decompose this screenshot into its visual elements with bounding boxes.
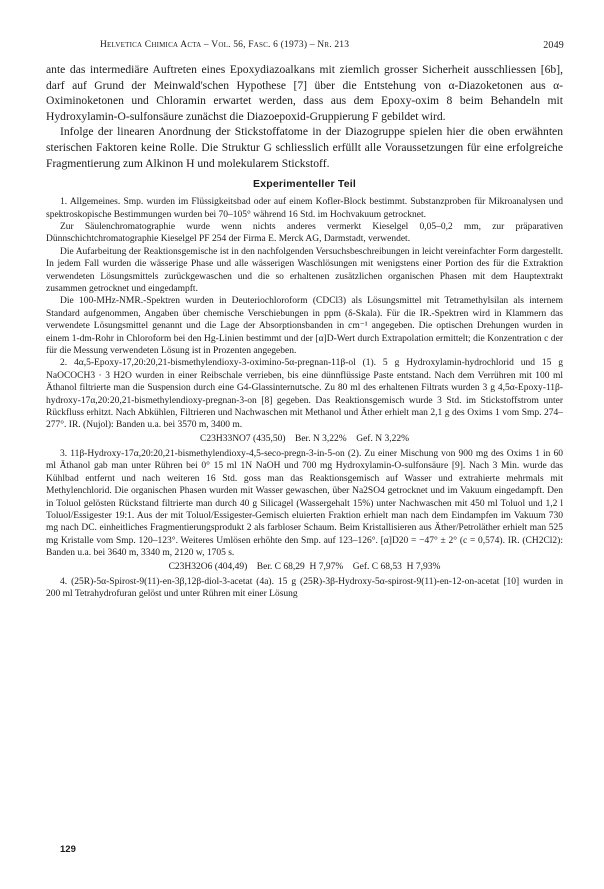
section-title: Experimenteller Teil: [252, 178, 356, 191]
paragraph: Die Aufarbeitung der Reaktionsgemische ist in den nachfolgenden Versuchsbeschreibungen in leicht vereinfachter Form dargestellt. In jedem Fall wurden die wässerige Phase und alle wässerigen Waschlösungen mit wenigstens einer Portion des für die Extraktion verwendeten Lösungsmittels zurückgewaschen und die so erhaltenen zusätzlichen organischen Phasen mit dem Hauptextrakt zusammen getrocknet und eingedampft.: [46, 246, 563, 294]
paragraph: Infolge der linearen Anordnung der Stickstoffatome in der Diazogruppe spielen hier die oben erwähnten sterischen Faktoren keine Rolle. Die Struktur G schliesslich erfüllt alle Voraussetzungen für eine erfolgreiche Fragmentierung zum Alkinon H und molekularem Stickstoff.: [46, 125, 563, 170]
paragraph: 4. (25R)-5α-Spirost-9(11)-en-3β,12β-diol-3-acetat (4a). 15 g (25R)-3β-Hydroxy-5α-spirost-9(11)-en-12-on-acetat [10] wurden in 200 ml Tetrahydrofuran gelöst und unter Rühren mit einer Lösung: [46, 576, 563, 599]
paragraph: Die 100-MHz-NMR.-Spektren wurden in Deuteriochloroform (CDCl3) als Lösungsmittel mit Tetramethylsilan als internem Standard aufgenommen, Angaben über chemische Verschiebungen in ppm (δ-Skala). Für die IR.-Spektren wird in Klammern das verwendete Lösungsmittel genannt und die Lage der Absorptionsbanden in cm⁻¹ angegeben. Die optischen Drehungen wurden in einem 1-dm-Rohr in Chloroform bei den Hg-Linien bestimmt und der [α]D-Wert durch Extrapolation ermittelt; die Konzentration c der für die Messung verwendeten Lösung ist in Prozenten angegeben.: [46, 296, 563, 357]
signature-number: 129: [60, 844, 76, 855]
running-title: Helvetica Chimica Acta – Vol. 56, Fasc. 6 (1973) – Nr. 213: [100, 40, 350, 50]
paragraph: Zur Säulenchromatographie wurde wenn nichts anderes vermerkt Kieselgel 0,05–0,2 mm, zur präparativen Dünnschichtchromatographie Kieselgel PF 254 der Firma E. Merck AG, Darmstadt, verwendet.: [46, 221, 563, 245]
paragraph: 1. Allgemeines. Smp. wurden im Flüssigkeitsbad oder auf einem Kofler-Block bestimmt. Substanzproben für Mikroanalysen und spektroskopische Bestimmungen wurden bei 70–105° während 16 Std. im Hochvakuum getrocknet.: [46, 197, 563, 220]
page-number: 2049: [543, 40, 564, 51]
paragraph: 2. 4α,5-Epoxy-17,20:20,21-bismethylendioxy-3-oximino-5α-pregnan-11β-ol (1). 5 g Hydroxylamin-hydrochlorid und 15 g NaOCOCH3 · 3 H2O wurden in einer Reibschale verrieben, bis eine dünnflüssige Paste entstand. Nach dem Verrühren mit 100 ml Äthanol filtrierte man die Suspension durch eine G4-Glassinternutsche. Zu 80 ml des erhaltenen Filtrats wurden 3 g 4,5α-Epoxy-11β-hydroxy-17α,20:20,21-bismethylendioxy-pregnan-3-on [8] gegeben. Das Reaktionsgemisch wurde 3 Std. im Stickstoffstrom unter Rückfluss erhitzt. Nach Abkühlen, Filtrieren und Nachwaschen mit Methanol und Äther erhielt man 2,1 g des Oxims 1 vom Smp. 274–277°. IR. (Nujol): Banden u.a. bei 3570 m, 3400 m.: [46, 358, 563, 431]
paragraph: ante das intermediäre Auftreten eines Epoxydiazoalkans mit ziemlich grosser Sicherheit ausschliessen [6b], darf auf Grund der Meinwald'schen Hypothese [7] über die Entstehung von α-Diazoketonen aus α-Oximinoketonen und Chloramin erwartet werden, dass aus dem Epoxy-oxim 8 beim Behandeln mit Hydroxylamin-O-sulfonsäure zunächst die Diazoepoxid-Gruppierung F gebildet wird.: [46, 63, 563, 123]
paragraph: 3. 11β-Hydroxy-17α,20:20,21-bismethylendioxy-4,5-seco-pregn-3-in-5-on (2). Zu einer Mischung von 900 mg des Oxims 1 in 60 ml Äthanol gab man unter Rühren bei 0° 15 ml 1N NaOH und 700 mg Hydroxylamin-O-sulfonsäure [9]. Nach 3 Min. wurde das Kühlbad entfernt und nach weiteren 16 Std. goss man das Reaktionsgemisch auf Wasser und extrahierte mehrmals mit Methylenchlorid. Die organischen Phasen wurden mit Wasser gewaschen, über Na2SO4 getrocknet und im Vakuum eingedampft. Den in Toluol gelösten Rückstand filtrierte man durch 40 g Silicagel (Wassergehalt 15%) unter Nachwaschen mit 450 ml Toluol und 1,2 l Toluol/Essigester 19:1. Aus der mit Toluol/Essigester-Gemisch eluierten Fraktion erhielt man nach dem Eindampfen im Vakuum 730 mg nach DC. einheitliches Fragmentierungsprodukt 2 als farbloser Schaum. Beim Kristallisieren aus Äther/Petroläther erhielt man 525 mg Kristalle vom Smp. 120–123°. Weiteres Umlösen erhöhte den Smp. auf 123–126°. [α]D20 = −47° ± 2° (c = 0,574). IR. (CH2Cl2): Banden u.a. bei 3640 m, 3340 m, 2120 w, 1705 s.: [46, 448, 563, 559]
body-text: [46, 62, 563, 600]
elemental-analysis: C23H32O6 (404,49) Ber. C 68,29 H 7,97% Gef. C 68,53 H 7,93%: [168, 561, 441, 572]
elemental-analysis: C23H33NO7 (435,50) Ber. N 3,22% Gef. N 3,22%: [200, 433, 409, 444]
